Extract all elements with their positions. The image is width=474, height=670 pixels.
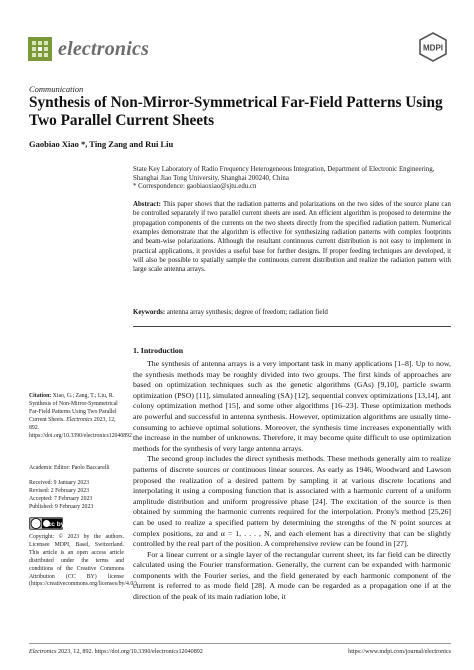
journal-logo-icon [28, 37, 52, 61]
abstract-text: This paper shows that the radiation patterns and polarizations on the two sides of the source plane can be controlled separately if two parallel current sheets are used. An efficient algorithm is proposed to determine the propagation components of the currents on the two sheets directly from the specified radiation pattern. Numerical examples demonstrate that the algorithm is effective for synthesizing radiation patterns with complex footprints and beam-wise polarizations. Although the resultant continuous current distribution is not easy to implement in practical applications, it provides a useful base for further designs. If proper feeding techniques are developed, it will also be possible to spatially sample the continuous current distribution and realize the radiation pattern with large scale antenna arrays. [133, 201, 451, 274]
article-title: Synthesis of Non-Mirror-Symmetrical Far-Field Patterns Using Two Parallel Current Sheets [29, 94, 443, 129]
affiliation [133, 166, 451, 192]
footer-doi[interactable]: 2023, 12, 892. https://doi.org/10.3390/electronics12040892 [56, 649, 203, 655]
received-date: Received: 9 January 2023 [29, 480, 90, 486]
paragraph: For a linear current or a single layer of the rectangular current sheet, its far field can be directly calculated using the Fourier transformation. Generally, the current can be expanded with harmonic components with the Fourier series, and the field generated by each harmonic component of the current is referred to as mode field [28]. A mode can be regarded as a propagation one if at the direction of the peak of its main radiation lobe, it [133, 549, 451, 602]
affiliation-line: Shanghai Jiao Tong University, Shanghai 200240, China [133, 174, 289, 182]
affiliation-line: State Key Laboratory of Radio Frequency Heterogeneous Integration, Department of Electronic Engineering, [133, 166, 435, 173]
footer-journal: Electronics [29, 649, 57, 655]
citation-text: Xiao, G.; Zang, T.; Liu, R. Synthesis of Non-Mirror-Symmetrical Far-Field Patterns Using Two Parallel Current Sheets. [29, 393, 118, 423]
accepted-date: Accepted: 7 February 2023 [29, 495, 93, 502]
cc-badge-text: cc by [47, 521, 63, 529]
keywords-label: Keywords: [133, 309, 166, 316]
divider [133, 326, 451, 327]
abstract-label: Abstract: [133, 201, 161, 208]
cc-by-license-icon[interactable] [29, 517, 63, 530]
revised-date: Revised: 2 February 2023 [29, 487, 90, 494]
author-list[interactable]: Gaobiao Xiao *, Ting Zang and Rui Liu [29, 139, 174, 149]
citation-label: Citation: [29, 393, 52, 399]
editor-info: Academic Editor: Paolo Baccarelli [29, 465, 110, 471]
journal-name: electronics [58, 38, 150, 60]
journal-website-link[interactable]: https://www.mdpi.com/journal/electronics [348, 649, 451, 655]
citation-block [29, 393, 132, 440]
dates-block [29, 480, 124, 512]
article-type: Communication [29, 84, 84, 94]
paragraph: The second group includes the direct synthesis methods. These methods generally aim to realize patterns of discrete sources or continuous linear sources. As early as 1946, Woodward and Lawson proposed the realization of a desired pattern by sampling it at various discrete locations and interpolating it using a composing function that is associated with a harmonic current of a uniform amplitude distribution and uniform progressive phase [24]. The excitation of the source is then obtained by summing the harmonic currents required for the interpolation. Prony's method [25,26] can be used to realize a specified pattern by determining the strengths of the N point sources at complex positions, zα and α = 1, . . . , N, and each element has a directivity that can be slightly controlled by the real part of the position. A comprehensive review can be found in [27]. [133, 454, 451, 549]
correspondence[interactable]: * Correspondence: gaobiaoxiao@sjtu.edu.cn [133, 183, 257, 191]
body-text [133, 359, 451, 603]
published-date: Published: 9 February 2023 [29, 503, 94, 510]
publisher-logo-icon [418, 32, 448, 62]
publisher-name: MDPI [423, 43, 443, 53]
keywords [133, 309, 451, 316]
citation-doi[interactable]: 2023, 12, 892. https://doi.org/10.3390/electronics12040892 [29, 416, 132, 439]
paragraph: The synthesis of antenna arrays is a very important task in many applications [1–8]. Up to now, the synthesis methods may be roughly divided into two groups. The first kinds of approaches are based on optimization techniques such as the genetic algorithms (GAs) [9,10], particle swarm optimization (PSO) [11], simulated annealing (SA) [12], sequential convex optimizations [13,14], ant colony optimization method [15], and some other algorithms [16–23]. These optimization methods are powerful and successful in antenna synthesis. However, optimization algorithms are usually time-consuming to achieve optimal solutions. Moreover, the synthesis time increases exponentially with the increase in the number of unknowns. Therefore, it may become quite difficult to use optimization methods for the synthesis of very large antenna arrays. [133, 359, 451, 453]
copyright-text: Copyright: © 2023 by the authors. Licensee MDPI, Basel, Switzerland. This article is an open access article distributed under the terms and conditions of the Creative Commons Attribution (CC BY) license (https://creativecommons.org/licenses/by/4.0/). [29, 534, 139, 588]
footer-citation[interactable] [29, 649, 203, 655]
footer-divider [29, 643, 451, 644]
copyright-notice [29, 534, 139, 589]
section-heading: 1. Introduction [133, 346, 184, 355]
keywords-text: antenna array synthesis; degree of freedom; radiation field [165, 309, 328, 316]
abstract [133, 200, 451, 275]
citation-journal: Electronics [66, 416, 93, 423]
